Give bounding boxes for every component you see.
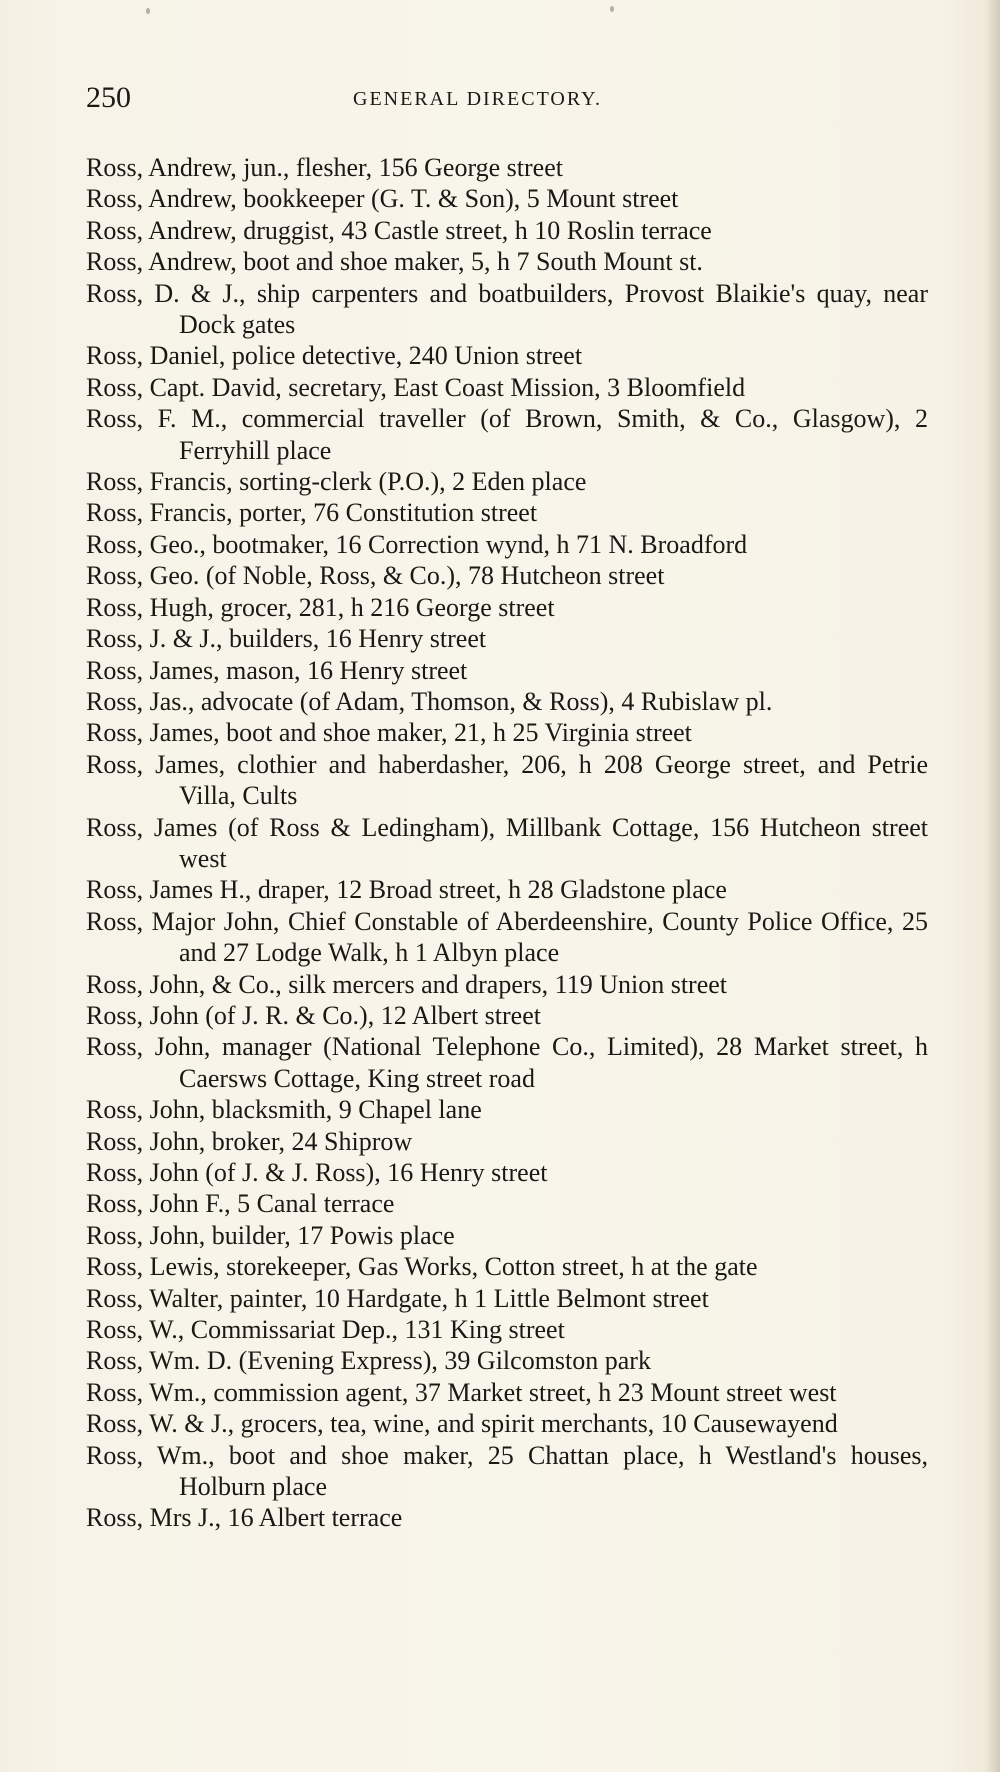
directory-entry: Ross, John, manager (National Telephone Co., Limited), 28 Market street, h Caersws Cottage, King street road [86, 1032, 928, 1093]
directory-entry: Ross, Mrs J., 16 Albert terrace [86, 1503, 403, 1533]
directory-entry: Ross, F. M., commercial traveller (of Brown, Smith, & Co., Glasgow), 2 Ferryhill place [86, 404, 928, 465]
directory-entry: Ross, John, blacksmith, 9 Chapel lane [86, 1095, 482, 1125]
directory-entry: Ross, James, boot and shoe maker, 21, h 25 Virginia street [86, 718, 692, 748]
running-head: GENERAL DIRECTORY. [353, 88, 602, 110]
directory-entry: Ross, Hugh, grocer, 281, h 216 George street [86, 592, 555, 622]
directory-entry: Ross, Wm. D. (Evening Express), 39 Gilcomston park [86, 1346, 651, 1376]
directory-entry: Ross, Jas., advocate (of Adam, Thomson, & Ross), 4 Rubislaw pl. [86, 686, 773, 716]
directory-entry: Ross, John, & Co., silk mercers and drapers, 119 Union street [86, 969, 727, 999]
directory-entry: Ross, Andrew, jun., flesher, 156 George street [86, 153, 563, 182]
directory-entry: Ross, W. & J., grocers, tea, wine, and spirit merchants, 10 Causewayend [86, 1409, 838, 1439]
directory-entry: Ross, John (of J. & J. Ross), 16 Henry street [86, 1158, 548, 1187]
directory-entry: Ross, Daniel, police detective, 240 Union street [86, 341, 583, 371]
page-header [86, 78, 928, 118]
directory-entry: Ross, J. & J., builders, 16 Henry street [86, 624, 487, 654]
directory-entry: Ross, James (of Ross & Ledingham), Millbank Cottage, 156 Hutcheon street west [86, 812, 928, 873]
directory-entry: Ross, Geo. (of Noble, Ross, & Co.), 78 Hutcheon street [86, 561, 665, 591]
page-number: 250 [86, 81, 131, 114]
print-speck [610, 6, 614, 12]
directory-entry: Ross, Walter, painter, 10 Hardgate, h 1 Little Belmont street [86, 1283, 709, 1313]
directory-entry: Ross, Francis, porter, 76 Constitution street [86, 498, 538, 528]
directory-entry: Ross, Wm., boot and shoe maker, 25 Chattan place, h Westland's houses, Holburn place [86, 1440, 928, 1502]
directory-entry: Ross, D. & J., ship carpenters and boatbuilders, Provost Blaikie's quay, near Dock gates [86, 278, 928, 340]
directory-entry: Ross, James H., draper, 12 Broad street, h 28 Gladstone place [86, 875, 727, 905]
directory-entry: Ross, John F., 5 Canal terrace [86, 1189, 395, 1219]
directory-entry: Ross, Andrew, bookkeeper (G. T. & Son), 5 Mount street [86, 184, 679, 214]
directory-entries [86, 152, 928, 1534]
directory-entry: Ross, Wm., commission agent, 37 Market street, h 23 Mount street west [86, 1377, 837, 1407]
directory-entry: Ross, Lewis, storekeeper, Gas Works, Cotton street, h at the gate [86, 1252, 758, 1282]
print-speck [146, 8, 150, 14]
directory-entry: Ross, John (of J. R. & Co.), 12 Albert street [86, 1000, 541, 1030]
directory-entry: Ross, Capt. David, secretary, East Coast Mission, 3 Bloomfield [86, 372, 746, 402]
directory-entry: Ross, Major John, Chief Constable of Aberdeenshire, County Police Office, 25 and 27 Lodge Walk, h 1 Albyn place [86, 906, 928, 968]
directory-entry: Ross, John, broker, 24 Shiprow [86, 1126, 413, 1156]
directory-entry: Ross, John, builder, 17 Powis place [86, 1220, 455, 1250]
directory-entry: Ross, James, mason, 16 Henry street [86, 655, 468, 685]
page-edge-shadow [986, 0, 1000, 1772]
directory-entry: Ross, Francis, sorting-clerk (P.O.), 2 Eden place [86, 467, 587, 497]
directory-entry: Ross, Andrew, druggist, 43 Castle street, h 10 Roslin terrace [86, 215, 712, 245]
directory-entry: Ross, Geo., bootmaker, 16 Correction wynd, h 71 N. Broadford [86, 529, 748, 559]
directory-entry: Ross, James, clothier and haberdasher, 206, h 208 George street, and Petrie Villa, Cults [86, 749, 928, 811]
directory-entry: Ross, W., Commissariat Dep., 131 King street [86, 1315, 565, 1345]
directory-entry: Ross, Andrew, boot and shoe maker, 5, h 7 South Mount st. [86, 247, 703, 277]
